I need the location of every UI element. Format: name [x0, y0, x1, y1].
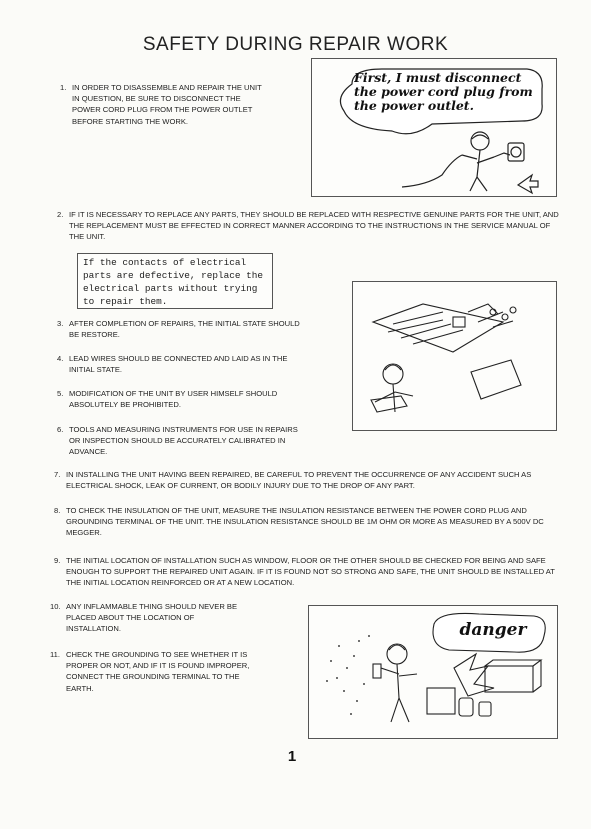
list-item — [54, 469, 559, 493]
page-number: 1 — [287, 748, 297, 765]
list-item — [60, 82, 268, 152]
speech-bubble-text: First, I must disconnect the power cord plug from the power outlet. — [354, 71, 533, 113]
page-title: SAFETY DURING REPAIR WORK — [142, 34, 449, 55]
item-number: 11. — [50, 650, 60, 659]
item-text: AFTER COMPLETION OF REPAIRS, THE INITIAL STATE SHOULD BE RESTORE. — [69, 319, 300, 340]
item-text: LEAD WIRES SHOULD BE CONNECTED AND LAID AS IN THE INITIAL STATE. — [69, 354, 288, 375]
item-text: IF IT IS NECESSARY TO REPLACE ANY PARTS, THEY SHOULD BE REPLACED WITH RESPECTIVE GENUINE PARTS FOR THE UNIT, AND THE REPLACEMENT MUST BE EFFECTED IN CORRECT MANNER ACCORDING TO THE INSTRUCTIONS IN THE SERVICE MANUAL OF THE UNIT. — [69, 210, 559, 242]
item-number: 6. — [57, 425, 64, 434]
item-text: ANY INFLAMMABLE THING SHOULD NEVER BE PLACED ABOUT THE LOCATION OF INSTALLATION. — [66, 602, 238, 634]
item-number: 7. — [54, 470, 61, 479]
warning-note: If the contacts of electrical parts are defective, replace the electrical parts without trying to repair them. — [77, 253, 273, 309]
list-item — [54, 555, 559, 591]
item-number: 9. — [54, 556, 61, 565]
list-item — [57, 318, 307, 342]
item-text: TOOLS AND MEASURING INSTRUMENTS FOR USE IN REPAIRS OR INSPECTION SHOULD BE ACCURATELY CALIBRATED IN ADVANCE. — [69, 425, 298, 457]
item-number: 5. — [57, 389, 64, 398]
circuit-board-technician-icon — [353, 282, 556, 430]
danger-label: danger — [459, 620, 527, 640]
item-text: TO CHECK THE INSULATION OF THE UNIT, MEASURE THE INSULATION RESISTANCE BETWEEN THE POWER CORD PLUG AND GROUNDING TERMINAL OF THE UNIT. THE INSULATION RESISTANCE SHOULD BE 1M OHM OR MORE AS MEASURED BY A 500V DC MEGGER. — [66, 506, 544, 538]
item-number: 8. — [54, 506, 61, 515]
list-item — [57, 353, 307, 377]
circuit-board-illustration — [352, 281, 557, 431]
list-item — [57, 388, 307, 412]
danger-illustration — [308, 605, 558, 739]
disconnect-plug-illustration — [311, 58, 557, 197]
item-text: CHECK THE GROUNDING TO SEE WHETHER IT IS PROPER OR NOT, AND IF IT IS FOUND IMPROPER, CONNECT THE GROUNDING TERMINAL TO THE EARTH. — [66, 650, 250, 693]
item-number: 1. — [60, 83, 67, 92]
list-item — [57, 209, 562, 245]
item-text: IN ORDER TO DISASSEMBLE AND REPAIR THE UNIT IN QUESTION, BE SURE TO DISCONNECT THE POWER CORD PLUG FROM THE POWER OUTLET BEFORE STARTING THE WORK. — [72, 83, 262, 126]
item-text: THE INITIAL LOCATION OF INSTALLATION SUCH AS WINDOW, FLOOR OR THE OTHER SHOULD BE CHECKED FOR BEING AND SAFE ENOUGH TO SUPPORT THE REPAIRED UNIT AGAIN. IF IT IS FOUND NOT SO STRONG AND SAFE, THE UNIT SHOULD BE INSTALLED AT THE INITIAL LOCATION REINFORCED OR AT A NEW LOCATION. — [66, 556, 555, 588]
item-number: 2. — [57, 210, 64, 219]
list-item — [50, 601, 250, 637]
item-text: MODIFICATION OF THE UNIT BY USER HIMSELF SHOULD ABSOLUTELY BE PROHIBITED. — [69, 389, 278, 410]
item-number: 4. — [57, 354, 64, 363]
item-text: IN INSTALLING THE UNIT HAVING BEEN REPAIRED, BE CAREFUL TO PREVENT THE OCCURRENCE OF ANY ACCIDENT SUCH AS ELECTRICAL SHOCK, LEAK OF CURRENT, OR BODILY INJURY DUE TO THE DROP OF ANY PART. — [66, 470, 532, 491]
list-item — [50, 649, 250, 697]
list-item — [54, 505, 559, 541]
list-item — [57, 424, 307, 460]
item-number: 3. — [57, 319, 64, 328]
item-number: 10. — [50, 602, 61, 611]
